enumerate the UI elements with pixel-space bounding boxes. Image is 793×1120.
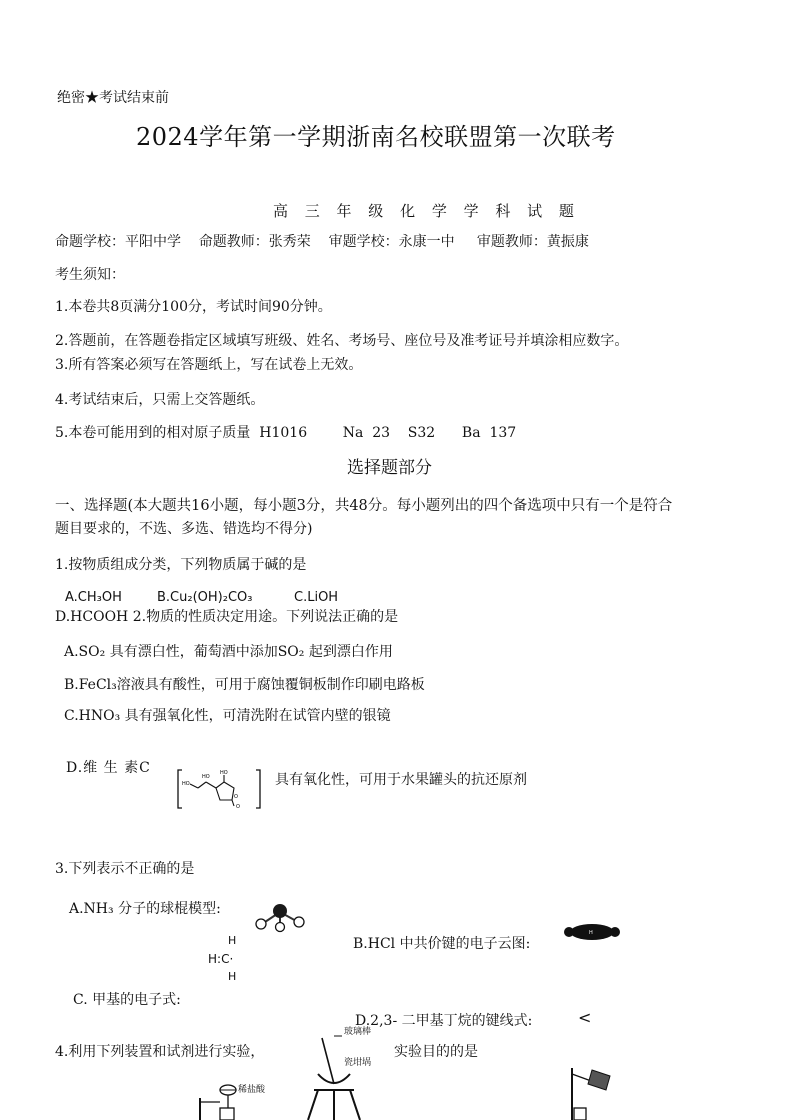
q2-option-b: B.FeCl₃溶液具有酸性，可用于腐蚀覆铜板制作印刷电路板 — [64, 677, 425, 693]
methyl-lewis-bottom: H — [228, 970, 237, 983]
label-glass-rod: 玻璃棒 — [344, 1027, 372, 1037]
q3-stem: 3.下列表示不正确的是 — [55, 861, 195, 877]
q1-option-d-and-q2-stem: D.HCOOH 2.物质的性质决定用途。下列说法正确的是 — [55, 609, 399, 625]
svg-text:O: O — [236, 804, 240, 810]
notice-item: 3.所有答案必须写在答题纸上，写在试卷上无效。 — [55, 357, 363, 373]
nh3-ball-stick-model — [252, 902, 308, 932]
notice-item: 4.考试结束后，只需上交答题纸。 — [55, 392, 265, 408]
svg-text:HO: HO — [220, 770, 228, 776]
q3-option-a: A.NH₃ 分子的球棍模型: — [69, 901, 221, 917]
label-crucible: 瓷坩埚 — [344, 1058, 372, 1068]
cloud-label: H — [589, 930, 593, 936]
q3-skeletal-formula: < — [578, 1008, 592, 1027]
exam-subtitle: 高 三 年 级 化 学 学 科 试 题 — [273, 202, 580, 220]
q4-stem-end: 实验目的的是 — [394, 1044, 478, 1060]
q3-option-b: B.HCl 中共价键的电子云图: — [353, 936, 531, 952]
section-intro-line1: 一、选择题(本大题共16小题，每小题3分，共48分。每小题列出的四个备选项中只有一个是符合 — [55, 498, 673, 514]
q3-option-d: D.2,3- 二甲基丁烷的键线式: — [355, 1013, 533, 1029]
methyl-lewis-middle: H:C· — [208, 952, 234, 966]
notice-item-atomic-mass: 5.本卷可能用到的相对原子质量 H1016 Na 23 S32 Ba 137 — [55, 425, 517, 441]
crucible-heating-apparatus — [300, 1030, 370, 1120]
q2-option-d-text: 具有氧化性，可用于水果罐头的抗还原剂 — [275, 772, 527, 788]
svg-text:HO: HO — [182, 781, 190, 787]
q1-option-a: A.CH₃OH — [65, 590, 122, 605]
section-title: 选择题部分 — [347, 458, 432, 478]
q1-option-b: B.Cu₂(OH)₂CO₃ — [157, 590, 253, 605]
q4-stem: 4.利用下列装置和试剂进行实验， — [55, 1044, 265, 1060]
hcl-electron-cloud-diagram — [563, 921, 621, 943]
label-dilute-acid: 稀盐酸 — [238, 1085, 266, 1095]
notice-item: 1.本卷共8页满分100分，考试时间90分钟。 — [55, 299, 332, 315]
methyl-lewis-top: H — [228, 934, 237, 947]
svg-text:HO: HO — [202, 774, 210, 780]
q2-option-d-label: D.维 生 素C — [66, 760, 151, 776]
authors-line: 命题学校：平阳中学 命题教师：张秀荣 审题学校：永康一中 审题教师：黄振康 — [55, 234, 589, 250]
notice-heading: 考生须知： — [55, 267, 125, 283]
exam-title: 2024学年第一学期浙南名校联盟第一次联考 — [136, 123, 616, 151]
tilted-vessel-apparatus — [560, 1060, 616, 1120]
section-intro-line2: 题目要求的，不选、多选、错选均不得分) — [55, 521, 313, 537]
confidential-label: 绝密★考试结束前 — [57, 90, 169, 106]
q1-option-c: C.LiOH — [294, 590, 339, 605]
q2-option-c: C.HNO₃ 具有强氧化性，可清洗附在试管内壁的银镜 — [64, 708, 391, 724]
svg-text:O: O — [234, 794, 238, 800]
q3-option-c: C. 甲基的电子式: — [73, 992, 181, 1008]
notice-item: 2.答题前，在答题卷指定区域填写班级、姓名、考场号、座位号及准考证号并填涂相应数字。 — [55, 333, 629, 349]
q2-option-a: A.SO₂ 具有漂白性，葡萄酒中添加SO₂ 起到漂白作用 — [64, 644, 393, 660]
vitamin-c-structure-diagram — [176, 768, 262, 810]
q1-stem: 1.按物质组成分类，下列物质属于碱的是 — [55, 557, 307, 573]
funnel-apparatus — [190, 1078, 240, 1120]
